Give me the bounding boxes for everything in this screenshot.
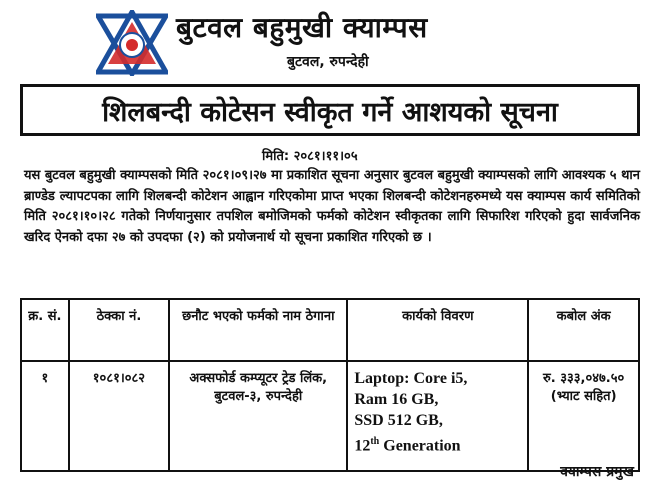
header-sn: क्र. सं. bbox=[21, 299, 69, 361]
quotation-table bbox=[20, 298, 640, 472]
desc-generation-number: 12 bbox=[354, 437, 371, 455]
tu-logo-icon bbox=[96, 10, 168, 76]
desc-generation-suffix: th bbox=[370, 436, 380, 447]
row-sn: १ bbox=[21, 361, 69, 471]
desc-line-3: SSD 512 GB, bbox=[354, 412, 443, 429]
desc-line-2: Ram 16 GB, bbox=[354, 391, 439, 408]
amount-value: रु. ३३३,०४७.५० bbox=[543, 371, 625, 386]
desc-generation-label: Generation bbox=[379, 437, 461, 455]
notice-body: यस बुटवल बहुमुखी क्याम्पसको मिति २०८१।०९।२७ मा प्रकाशित सूचना अनुसार बुटवल बहुमुखी क्याम्पसको लागि आवश्यक ५ थान ब्राण्डेड ल्यापटपका लागि शिलबन्दी कोटेशन आह्वान गरिएकोमा प्राप्त भएका शिलबन्दी कोटेशनहरुमध्ये यस क्याम्पस कार्य समितिको मिति २०८१।१०।२८ गतेको निर्णयानुसार तपशिल बमोजिमको फर्मको कोटेशन स्वीकृतका लागि सिफारिश गरिएको हुदा सार्वजनिक खरिद ऐनको दफा २७ को उपदफा (२) को प्रयोजनार्थ यो सूचना प्रकाशित गरिएको छ । bbox=[24, 168, 640, 245]
header-contract-no: ठेक्का नं. bbox=[69, 299, 169, 361]
header-firm: छनौट भएको फर्मको नाम ठेगाना bbox=[169, 299, 347, 361]
row-description bbox=[347, 361, 528, 471]
row-amount bbox=[528, 361, 639, 471]
desc-line-4 bbox=[354, 431, 521, 456]
notice-date: मिति: २०८१।११।०५ bbox=[262, 149, 358, 164]
notice-title: शिलबन्दी कोटेसन स्वीकृत गर्ने आशयको सूचना bbox=[102, 96, 558, 128]
table-row bbox=[21, 361, 639, 471]
desc-line-1: Laptop: Core i5, bbox=[354, 370, 468, 387]
row-contract-no: १०८१।०८२ bbox=[69, 361, 169, 471]
row-firm: अक्सफोर्ड कम्प्यूटर ट्रेड लिंक, बुटवल-३, रुपन्देही bbox=[169, 361, 347, 471]
notice-title-box bbox=[20, 84, 640, 136]
amount-note: (भ्याट सहित) bbox=[550, 389, 617, 404]
header-amount: कबोल अंक bbox=[528, 299, 639, 361]
campus-name: बुटवल बहुमुखी क्याम्पस bbox=[176, 11, 428, 44]
campus-address: बुटवल, रुपन्देही bbox=[287, 54, 369, 70]
header-description: कार्यको विवरण bbox=[347, 299, 528, 361]
table-header-row bbox=[21, 299, 639, 361]
signature-campus-chief: क्याम्पस प्रमुख bbox=[560, 464, 634, 480]
